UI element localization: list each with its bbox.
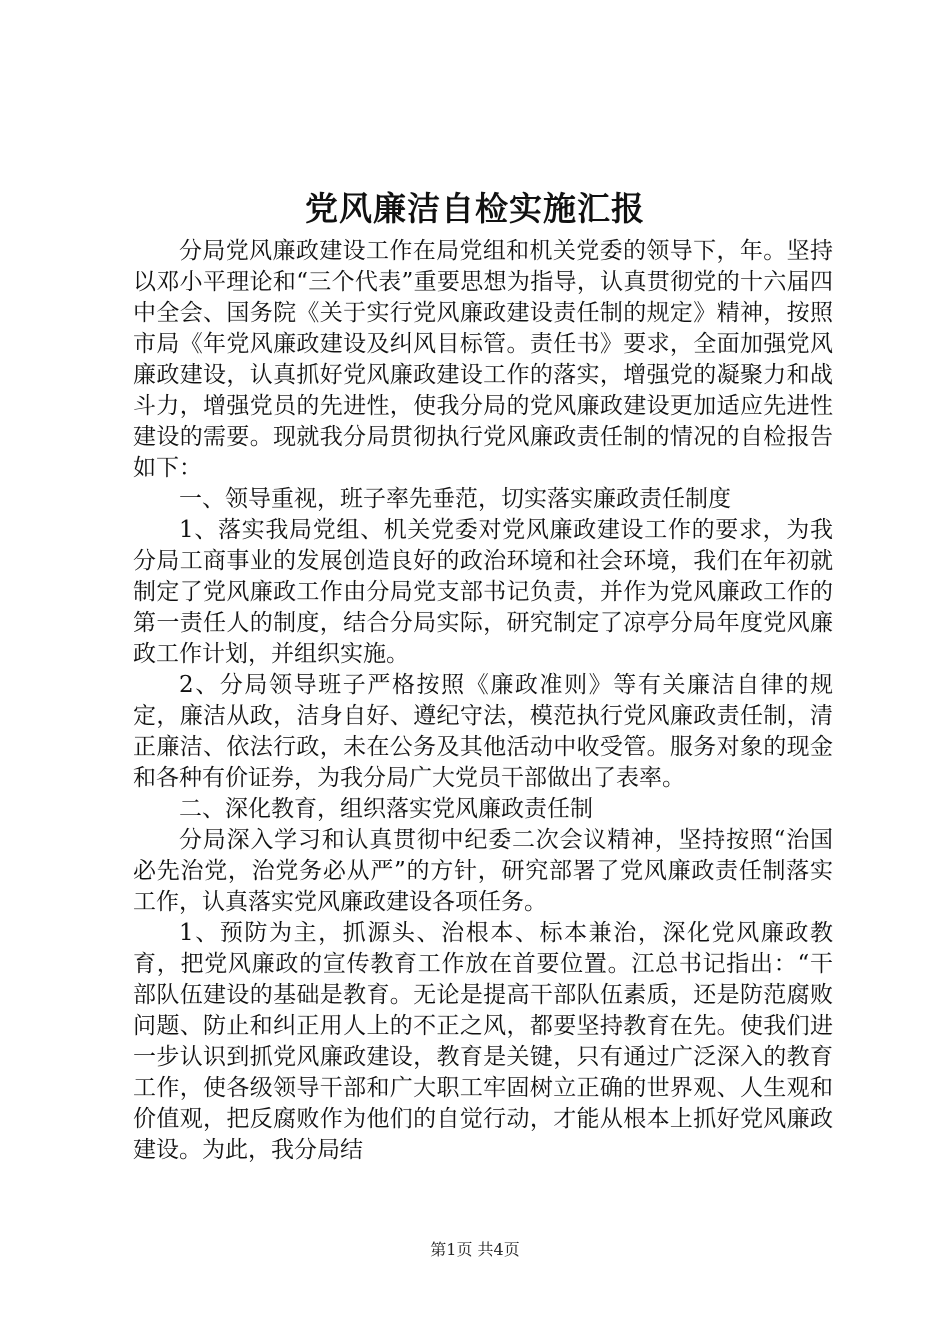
page-number-footer: 第1页 共4页 [430, 1240, 520, 1259]
document-body [133, 236, 833, 1166]
paragraph-intro: 分局党风廉政建设工作在局党组和机关党委的领导下，年。坚持以邓小平理论和“三个代表”重要思想为指导，认真贯彻党的十六届四中全会、国务院《关于实行党风廉政建设责任制的规定》精神，按照市局《年党风廉政建设及纠风目标管。责任书》要求，全面加强党风廉政建设，认真抓好党风廉政建设工作的落实，增强党的凝聚力和战斗力，增强党员的先进性，使我分局的党风廉政建设更加适应先进性建设的需要。现就我分局贯彻执行党风廉政责任制的情况的自检报告如下： [133, 238, 833, 481]
paragraph-1-1: 1、落实我局党组、机关党委对党风廉政建设工作的要求，为我分局工商事业的发展创造良好的政治环境和社会环境，我们在年初就制定了党风廉政工作由分局党支部书记负责，并作为党风廉政工作的第一责任人的制度，结合分局实际，研究制定了凉亭分局年度党风廉政工作计划，并组织实施。 [133, 517, 833, 667]
section-heading-1: 一、领导重视，班子率先垂范，切实落实廉政责任制度 [179, 486, 731, 512]
paragraph-2-intro: 分局深入学习和认真贯彻中纪委二次会议精神，坚持按照“治国必先治党，治党务必从严”的方针，研究部署了党风廉政责任制落实工作，认真落实党风廉政建设各项任务。 [133, 827, 833, 915]
document-title: 党风廉洁自检实施汇报 [305, 189, 645, 228]
paragraph-2-1: 1、预防为主，抓源头、治根本、标本兼治，深化党风廉政教育，把党风廉政的宣传教育工作放在首要位置。江总书记指出：“干部队伍建设的基础是教育。无论是提高干部队伍素质，还是防范腐败问题、防止和纠正用人上的不正之风，都要坚持教育在先。使我们进一步认识到抓党风廉政建设，教育是关键，只有通过广泛深入的教育工作，使各级领导干部和广大职工牢固树立正确的世界观、人生观和价值观，把反腐败作为他们的自觉行动，才能从根本上抓好党风廉政建设。为此，我分局结 [133, 920, 833, 1163]
paragraph-1-2: 2、分局领导班子严格按照《廉政准则》等有关廉洁自律的规定，廉洁从政，洁身自好、遵纪守法，模范执行党风廉政责任制，清正廉洁、依法行政，未在公务及其他活动中收受管。服务对象的现金和各种有价证券，为我分局广大党员干部做出了表率。 [133, 672, 833, 791]
section-heading-2: 二、深化教育，组织落实党风廉政责任制 [179, 796, 593, 822]
